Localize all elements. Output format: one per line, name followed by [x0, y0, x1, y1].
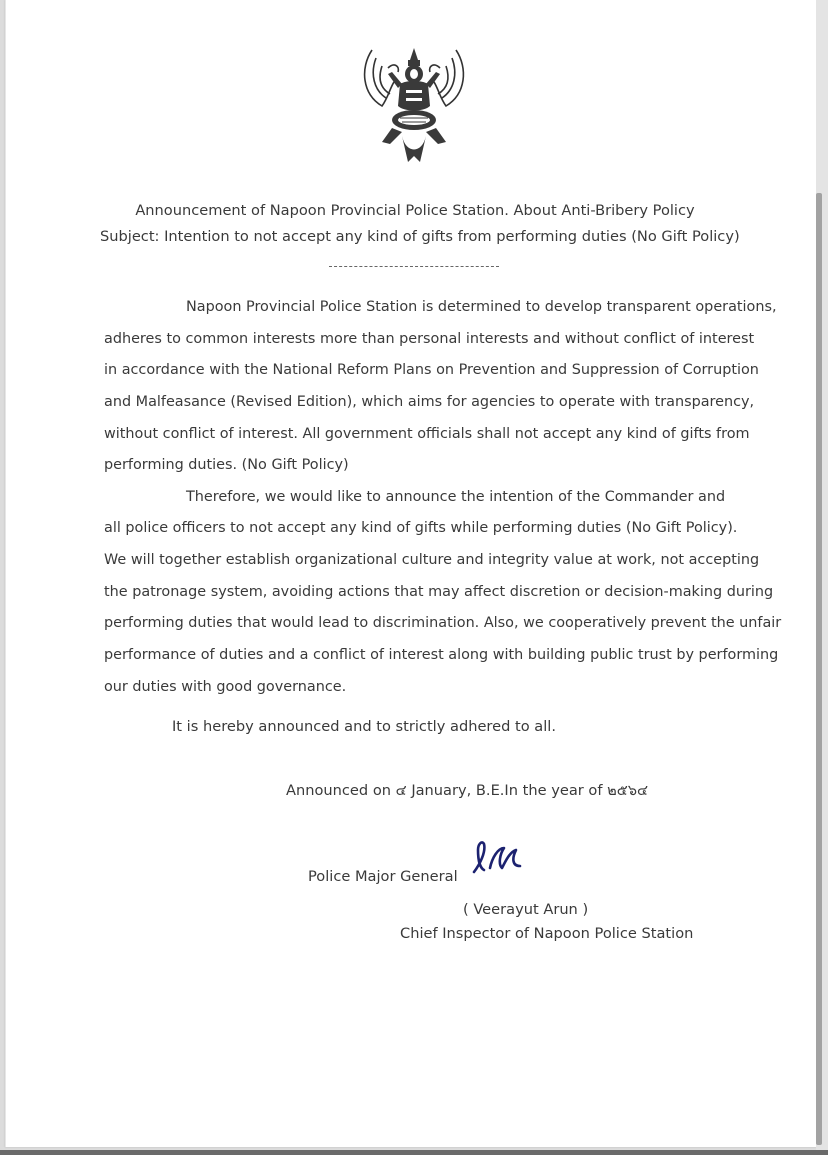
signatory-position: Chief Inspector of Napoon Police Station [400, 925, 694, 942]
paragraph1-line: in accordance with the National Reform Plans on Prevention and Suppression of Corruption [104, 362, 759, 378]
paragraph2-line: all police officers to not accept any kind of gifts while performing duties (No Gift Policy). [104, 520, 738, 536]
paragraph1-line: and Malfeasance (Revised Edition), which aims for agencies to operate with transparency, [104, 394, 755, 410]
announcement-date: Announced on ๔ January, B.E.In the year of ๒๕๖๔ [286, 782, 649, 799]
title-divider [329, 266, 499, 267]
signatory-rank: Police Major General [308, 868, 458, 885]
paragraph1-line: performing duties. (No Gift Policy) [104, 457, 349, 473]
announcement-title: Announcement of Napoon Provincial Police Station. About Anti-Bribery Policy [135, 202, 695, 219]
signature-mark [470, 838, 526, 878]
signatory-name: ( Veerayut Arun ) [463, 901, 589, 918]
paragraph2-line: performing duties that would lead to discrimination. Also, we cooperatively prevent the unfair [104, 615, 782, 631]
announcement-subject: Subject: Intention to not accept any kind of gifts from performing duties (No Gift Policy) [100, 228, 740, 245]
document-page [5, 0, 817, 1147]
garuda-emblem-icon [358, 44, 470, 164]
paragraph2-line: Therefore, we would like to announce the intention of the Commander and [186, 489, 726, 505]
paragraph1-line: Napoon Provincial Police Station is determined to develop transparent operations, [186, 299, 777, 315]
paragraph1-line: adheres to common interests more than personal interests and without conflict of interest [104, 331, 755, 347]
vertical-scrollbar-thumb[interactable] [816, 193, 822, 1145]
paragraph2-line: We will together establish organizational culture and integrity value at work, not accepting [104, 552, 760, 568]
paragraph1-line: without conflict of interest. All government officials shall not accept any kind of gifts from [104, 426, 750, 442]
closing-statement: It is hereby announced and to strictly adhered to all. [172, 718, 556, 735]
paragraph2-line: the patronage system, avoiding actions that may affect discretion or decision-making during [104, 584, 774, 600]
paragraph2-line: performance of duties and a conflict of interest along with building public trust by performing [104, 647, 779, 663]
bottom-border [0, 1150, 828, 1155]
paragraph2-line: our duties with good governance. [104, 679, 347, 695]
